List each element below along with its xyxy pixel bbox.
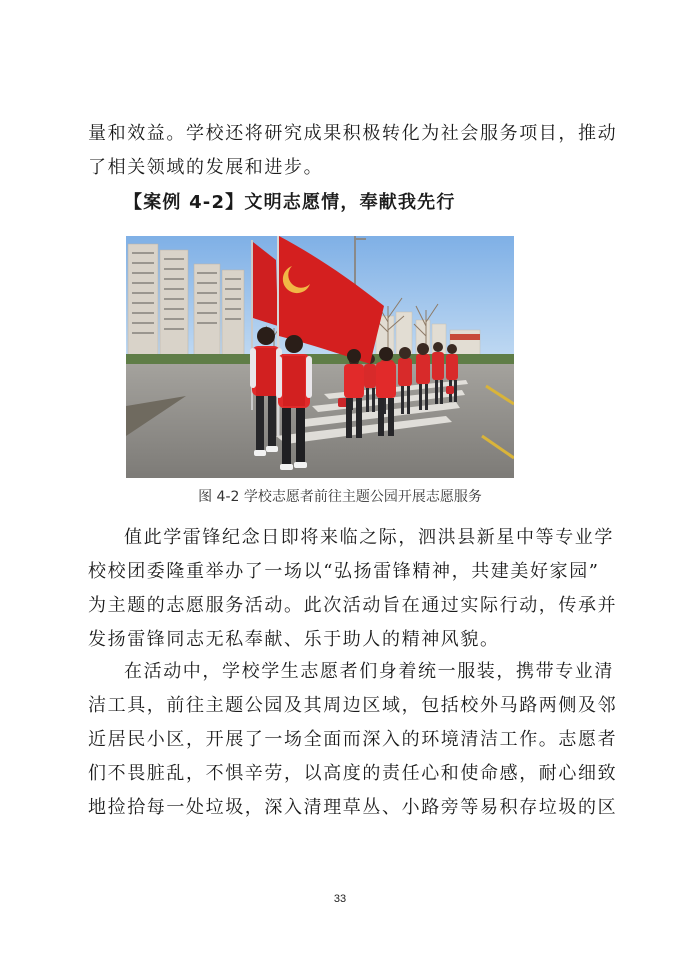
text-line: 了相关领域的发展和进步。 <box>88 157 324 178</box>
text-line: 为主题的志愿服务活动。此次活动旨在通过实际行动，传承并 <box>88 595 618 616</box>
text-line: 发扬雷锋同志无私奉献、乐于助人的精神风貌。 <box>88 629 500 650</box>
text-line: 校校团委隆重举办了一场以“弘扬雷锋精神，共建美好家园” <box>88 561 600 582</box>
text-line: 值此学雷锋纪念日即将来临之际，泗洪县新星中等专业学 <box>124 527 614 548</box>
text-line: 地捡拾每一处垃圾，深入清理草丛、小路旁等易积存垃圾的区 <box>88 797 618 818</box>
figure-caption: 图 4-2 学校志愿者前往主题公园开展志愿服务 <box>198 489 482 505</box>
text-line: 量和效益。学校还将研究成果积极转化为社会服务项目，推动 <box>88 123 618 144</box>
text-line: 在活动中，学校学生志愿者们身着统一服装，携带专业清 <box>124 661 614 682</box>
paragraph-activity-intro <box>88 521 618 657</box>
paragraph-continued <box>88 117 618 185</box>
photo-illustration <box>126 236 514 478</box>
volunteer-photo <box>126 236 514 478</box>
text-line: 洁工具，前往主题公园及其周边区域，包括校外马路两侧及邻 <box>88 695 618 716</box>
text-line: 近居民小区，开展了一场全面而深入的环境清洁工作。志愿者 <box>88 729 618 750</box>
text-line: 们不畏脏乱，不惧辛劳，以高度的责任心和使命感，耐心细致 <box>88 763 618 784</box>
paragraph-activity-details <box>88 655 618 825</box>
page-number: 33 <box>333 893 347 905</box>
case-heading: 【案例 4-2】文明志愿情，奉献我先行 <box>124 192 456 213</box>
